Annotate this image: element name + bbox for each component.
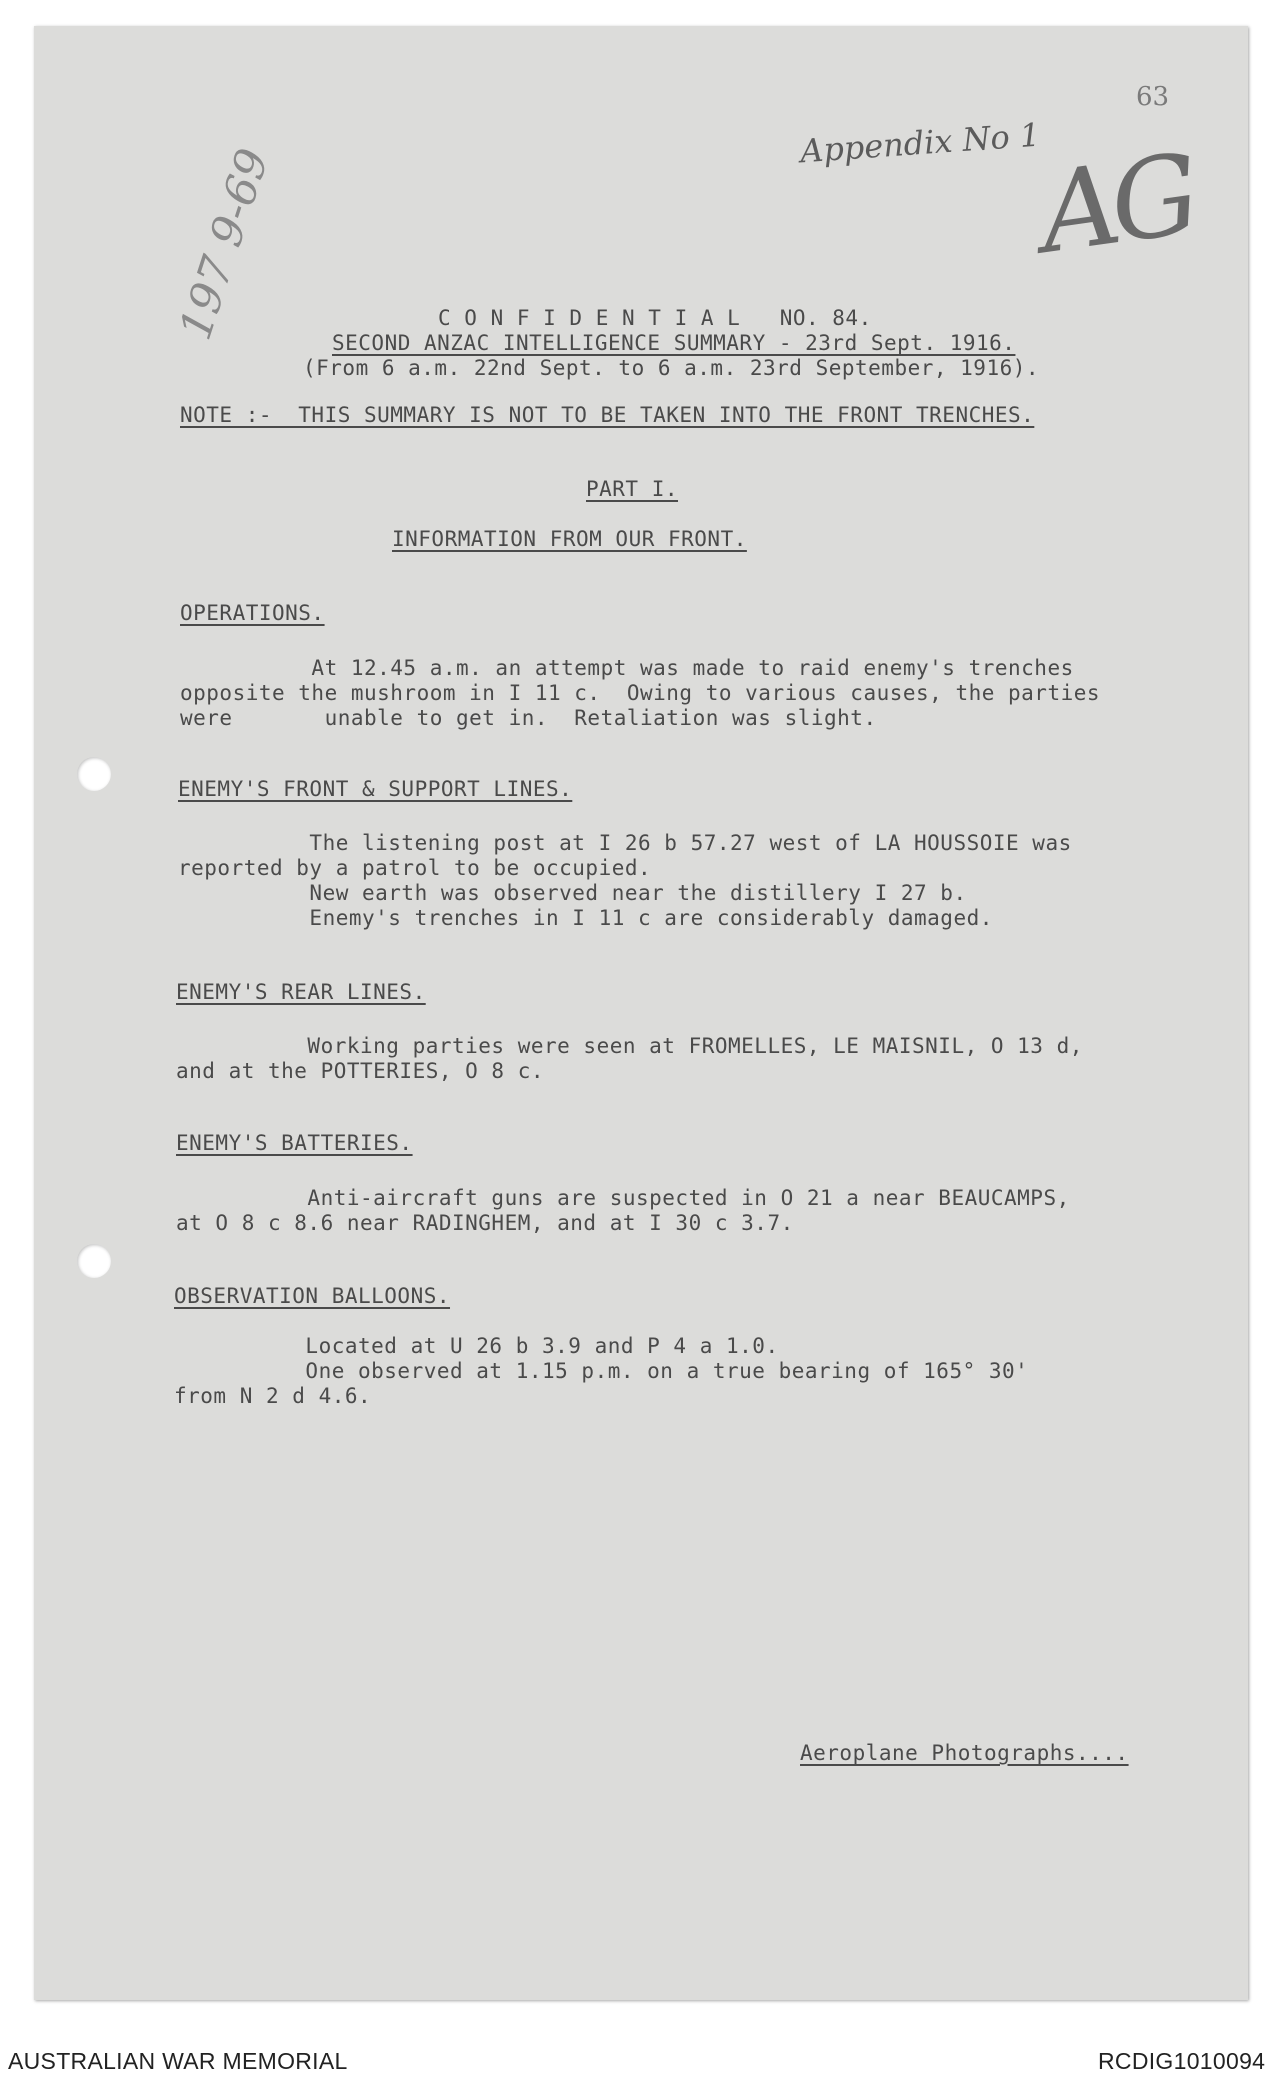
section-line: The listening post at I 26 b 57.27 west of LA HOUSSOIE was bbox=[178, 831, 1072, 855]
continuation-catchword: Aeroplane Photographs.... bbox=[800, 1741, 1129, 1765]
section-line: opposite the mushroom in I 11 c. Owing to various causes, the parties bbox=[180, 681, 1101, 705]
punch-hole-bottom bbox=[77, 1244, 111, 1278]
section-line: Located at U 26 b 3.9 and P 4 a 1.0. bbox=[174, 1334, 779, 1358]
initials-signature: AG bbox=[1031, 130, 1200, 278]
page-number: 63 bbox=[1136, 82, 1170, 112]
section-line: reported by a patrol to be occupied. bbox=[178, 856, 652, 880]
footer-institution: AUSTRALIAN WAR MEMORIAL bbox=[8, 2048, 348, 2074]
section-line: were unable to get in. Retaliation was slight. bbox=[180, 706, 877, 730]
section-line: Working parties were seen at FROMELLES, LE MAISNIL, O 13 d, bbox=[176, 1034, 1083, 1058]
section-line: New earth was observed near the distillery I 27 b. bbox=[178, 881, 967, 905]
section-line: at O 8 c 8.6 near RADINGHEM, and at I 30 c 3.7. bbox=[176, 1211, 794, 1235]
section-line: and at the POTTERIES, O 8 c. bbox=[176, 1059, 545, 1083]
section-heading: ENEMY'S FRONT & SUPPORT LINES. bbox=[178, 777, 573, 801]
confidential-heading: C O N F I D E N T I A L NO. 84. bbox=[438, 306, 872, 330]
punch-hole-top bbox=[77, 757, 111, 791]
section-heading: OPERATIONS. bbox=[180, 601, 325, 625]
appendix-annotation: Appendix No 1 bbox=[798, 115, 1042, 171]
footer-record-id: RCDIG1010094 bbox=[1098, 2048, 1266, 2074]
section-line: At 12.45 a.m. an attempt was made to raid enemy's trenches bbox=[180, 656, 1074, 680]
section-line: from N 2 d 4.6. bbox=[174, 1384, 372, 1408]
part-title: INFORMATION FROM OUR FRONT. bbox=[392, 527, 747, 551]
section-line: One observed at 1.15 p.m. on a true bearing of 165° 30' bbox=[174, 1359, 1029, 1383]
archive-reference: 197 9-69 bbox=[170, 142, 280, 346]
part-label: PART I. bbox=[586, 477, 679, 501]
section-heading: OBSERVATION BALLOONS. bbox=[174, 1284, 451, 1308]
note-line: NOTE :- THIS SUMMARY IS NOT TO BE TAKEN INTO THE FRONT TRENCHES. bbox=[180, 403, 1035, 427]
section-heading: ENEMY'S REAR LINES. bbox=[176, 980, 426, 1004]
section-line: Enemy's trenches in I 11 c are considerably damaged. bbox=[178, 906, 993, 930]
section-heading: ENEMY'S BATTERIES. bbox=[176, 1131, 413, 1155]
summary-title: SECOND ANZAC INTELLIGENCE SUMMARY - 23rd Sept. 1916. bbox=[332, 331, 1016, 355]
section-line: Anti-aircraft guns are suspected in O 21 a near BEAUCAMPS, bbox=[176, 1186, 1070, 1210]
summary-period: (From 6 a.m. 22nd Sept. to 6 a.m. 23rd September, 1916). bbox=[303, 356, 1040, 380]
